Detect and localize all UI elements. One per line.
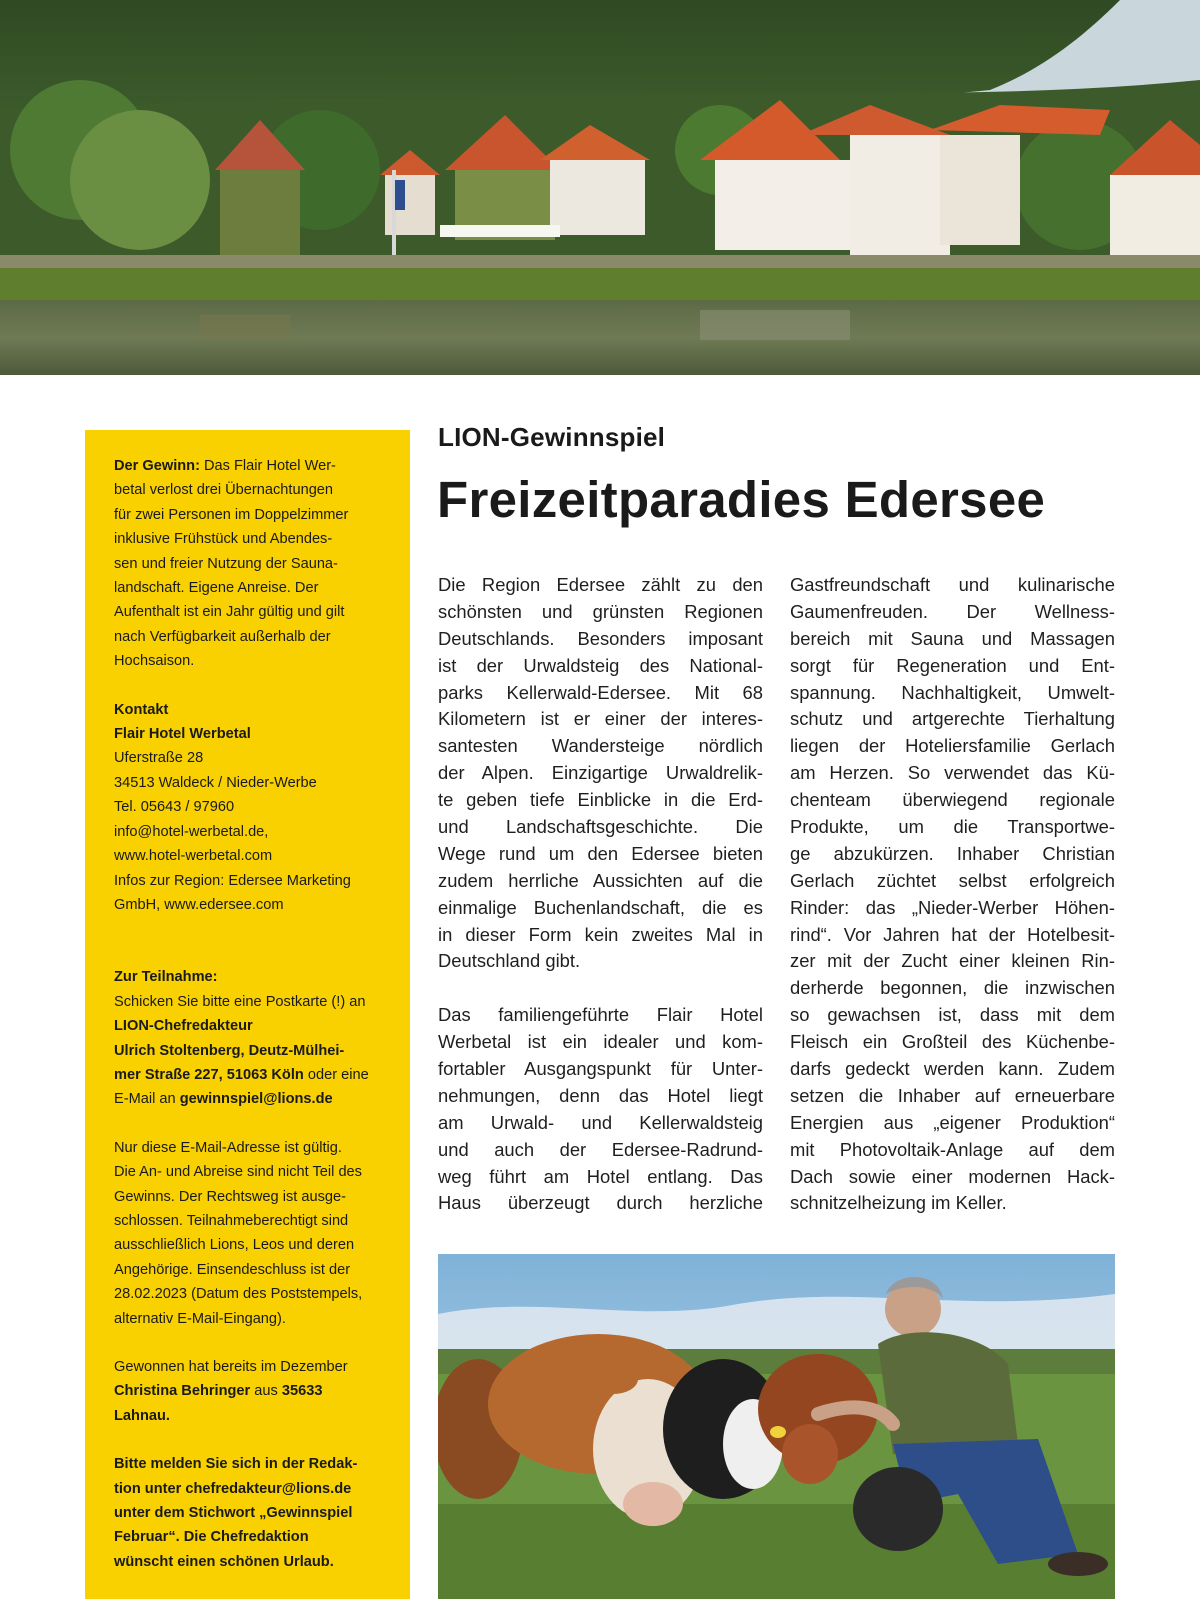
article-text-line: schnitzelheizung im Keller. (790, 1192, 1007, 1214)
article-text-line: fortabler Ausgangspunkt für Unter- (438, 1058, 763, 1080)
article-text-line: Gerlach züchtet selbst erfolgreich (790, 869, 1115, 891)
prize-label: Der Gewinn: (114, 458, 200, 474)
contact-email[interactable]: info@hotel-werbetal.de, (114, 823, 269, 840)
article-text-line: ist der Urwaldsteig des National- (438, 654, 763, 676)
article-text-line (438, 975, 763, 1002)
article-text-line: Deutschland gibt. (438, 950, 581, 972)
article-text-line: nehmungen, denn das Hotel liegt (438, 1084, 763, 1106)
article-text-line: Wege rund um den Edersee bieten (438, 842, 763, 864)
cow-photo (438, 1254, 1115, 1599)
article-text-line: parks Kellerwald-Edersee. Mit 68 (438, 681, 763, 703)
article-text-line: schutz und artgerechte Tierhaltung (790, 708, 1115, 730)
article-text-line: einmalige Buchenlandschaft, die es (438, 896, 763, 918)
hotel-name: Flair Hotel Werbetal (114, 726, 251, 743)
article-text-line: Deutschlands. Besonders imposant (438, 627, 763, 649)
winner-name: Christina Behringer (114, 1383, 251, 1400)
article-text-line: spannung. Nachhaltigkeit, Umwelt- (790, 681, 1115, 703)
contact-city: 34513 Waldeck / Nieder-Werbe (114, 774, 317, 791)
article-kicker: LION-Gewinnspiel (438, 422, 666, 452)
editor-title: LION-Chefredakteur (114, 1018, 253, 1035)
article-text-line: liegen der Hoteliersfamilie Gerlach (790, 735, 1115, 757)
article-text-line: Fleisch ein Großteil des Küchenbe- (790, 1031, 1115, 1053)
article-text-line: Haus überzeugt durch herzliche (438, 1192, 763, 1214)
article-text-line: und auch der Edersee-Radrund- (438, 1138, 763, 1160)
article-text-line: Werbetal ist ein idealer und kom- (438, 1031, 763, 1053)
article-column-1 (438, 572, 763, 1217)
article-text-line: Kilometern ist er einer der interes- (438, 708, 763, 730)
article-text-line: Gaumenfreuden. Der Wellness- (790, 600, 1115, 622)
editor-address: Ulrich Stoltenberg, Deutz-Mülhei- (114, 1042, 345, 1059)
article-text-line: in dieser Form kein zweites Mal in (438, 923, 763, 945)
article-text-line: so gewachsen ist, dass mit dem (790, 1004, 1115, 1026)
hero-photo (0, 0, 1200, 375)
article-text-line: Energien aus „eigener Produktion“ (790, 1111, 1115, 1133)
article-text-line: am Urwald- und Kellerwaldsteig (438, 1111, 763, 1133)
info-box (85, 430, 410, 1599)
article-text-line: Gastfreundschaft und kulinarische (790, 574, 1115, 595)
article-text-line: zer mit der Zucht einer kleinen Rin- (790, 950, 1115, 972)
article-text-line: Das familiengeführte Flair Hotel (438, 1004, 763, 1026)
article-text-line: mit Photovoltaik-Anlage auf dem (790, 1138, 1115, 1160)
closing-paragraph: Bitte melden Sie sich in der Redak- tion unter chefredakteur@lions.de unter dem Stichwort „Gewinnspiel Februar“. Die Chefredaktion wünscht einen schönen Urlaub. (114, 1456, 358, 1570)
region-website[interactable]: GmbH, www.edersee.com (114, 896, 284, 913)
article-column-2 (790, 572, 1115, 1217)
article-text-line: sorgt für Regeneration und Ent- (790, 654, 1115, 676)
region-info: Infos zur Region: Edersee Marketing (114, 872, 351, 889)
article-text-line: santesten Wandersteige nördlich (438, 735, 763, 757)
contact-paragraph (114, 698, 388, 918)
participation-paragraph: Zur Teilnahme: Schicken Sie bitte eine Postkarte (!) an LION-Chefredakteur Ulrich Stoltenberg, Deutz-Mülhei- mer Straße 227, 51063 Köln oder eine E-Mail an gewinnspiel@lions.de (114, 969, 369, 1108)
article-text-line: schönsten und grünsten Regionen (438, 600, 763, 622)
article-text-line: ge abzukürzen. Inhaber Christian (790, 842, 1115, 864)
contact-phone: Tel. 05643 / 97960 (114, 799, 235, 816)
contest-email[interactable]: gewinnspiel@lions.de (179, 1091, 333, 1108)
article-text-line: darfs gedeckt werden kann. Zudem (790, 1058, 1115, 1080)
prize-paragraph: Der Gewinn: Das Flair Hotel Wer- betal verlost drei Übernachtungen für zwei Personen im Doppelzimmer inklusive Frühstück und Abendes- sen und freier Nutzung der Sauna- landschaft. Eigene Anreise. Der Aufenthalt ist ein Jahr gültig und gilt nach Verfügbarkeit außerhalb der Hochsaison. (114, 458, 349, 670)
article-text-line: bereich mit Sauna und Massagen (790, 627, 1115, 649)
article-text-line: Die Region Edersee zählt zu den (438, 574, 763, 595)
article-text-line: weg führt am Hotel entlang. Das (438, 1165, 763, 1187)
article-text-line: zudem herrliche Aussichten auf die (438, 869, 763, 891)
article-text-line: und Landschaftsgeschichte. Die (438, 816, 763, 838)
article-text-line: te geben tiefe Einblicke in die Erd- (438, 789, 763, 811)
article-text-line: Dach sowie einer modernen Hack- (790, 1165, 1115, 1187)
article-text-line: rind“. Vor Jahren hat der Hotelbesit- (790, 923, 1115, 945)
contact-website[interactable]: www.hotel-werbetal.com (114, 848, 273, 865)
contact-street: Uferstraße 28 (114, 750, 204, 767)
terms-paragraph: Nur diese E-Mail-Adresse ist gültig. Die An- und Abreise sind nicht Teil des Gewinns. Der Rechtsweg ist ausge- schlossen. Teilnahmeberechtigt sind ausschließlich Lions, Leos und deren Angehörige. Einsendeschluss ist der 28.02.2023 (Datum des Poststempels, alternativ E-Mail-Eingang). (114, 1139, 363, 1327)
article-text-line: Produkte, um die Transportwe- (790, 816, 1115, 838)
article-text-line: chenteam überwiegend regionale (790, 789, 1115, 811)
article-headline: Freizeitparadies Edersee (437, 471, 1046, 528)
participation-heading: Zur Teilnahme: (114, 969, 218, 986)
article-text-line: derherde begonnen, die inzwischen (790, 977, 1115, 999)
article-text-line: am Herzen. So verwendet das Kü- (790, 762, 1115, 784)
article-text-line: setzen die Inhaber auf erneuerbare (790, 1084, 1115, 1106)
article-text-line: Rinder: das „Nieder-Werber Höhen- (790, 896, 1115, 918)
winner-paragraph: Gewonnen hat bereits im Dezember Christina Behringer aus 35633 Lahnau. (114, 1359, 348, 1424)
contact-heading: Kontakt (114, 701, 169, 718)
article-text-line: der Alpen. Einzigartige Urwaldrelik- (438, 762, 763, 784)
